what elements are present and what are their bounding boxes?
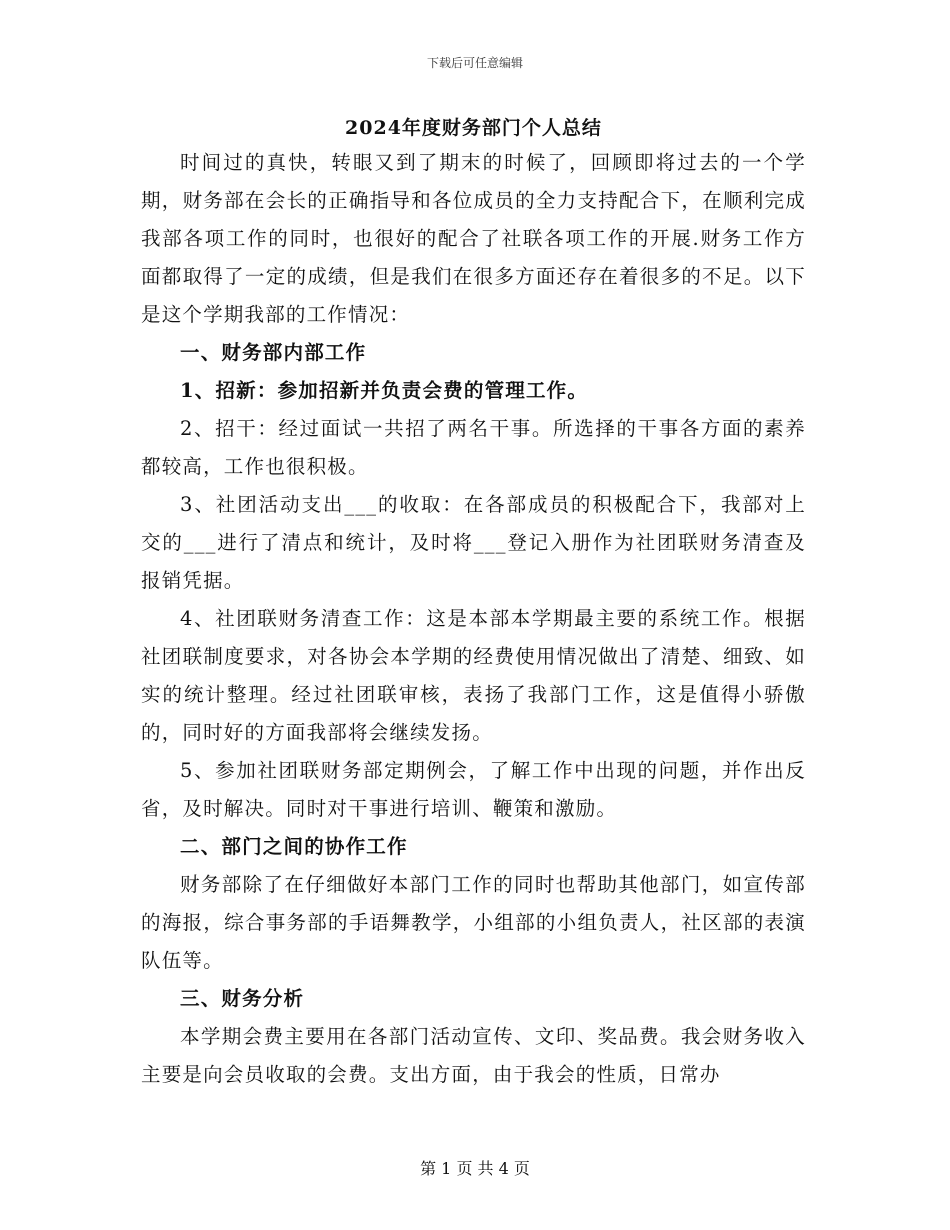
item-finance-audit: 4、社团联财务清查工作：这是本部本学期最主要的系统工作。根据社团联制度要求，对各协会本学期的经费使用情况做出了清楚、细致、如实的统计整理。经过社团联审核，表扬了我部门工作，这是值得小骄傲的，同时好的方面我部将会继续发扬。 [141, 607, 806, 744]
document-title: 2024年度财务部门个人总结 [345, 117, 602, 139]
item-recruitment: 1、招新：参加招新并负责会费的管理工作。 [180, 379, 589, 402]
section-heading-collaboration: 二、部门之间的协作工作 [180, 835, 408, 858]
item-staff-recruitment: 2、招干：经过面试一共招了两名干事。所选择的干事各方面的素养都较高，工作也很积极。 [141, 417, 806, 478]
header-note: 下载后可任意编辑 [426, 56, 523, 70]
item-club-expense-collection: 3、社团活动支出___的收取：在各部成员的积极配合下，我部对上交的___进行了清点和统计，及时将___登记入册作为社团联财务清查及报销凭据。 [141, 493, 806, 592]
paragraph-collaboration: 财务部除了在仔细做好本部门工作的同时也帮助其他部门，如宣传部的海报，综合事务部的手语舞教学，小组部的小组负责人，社区部的表演队伍等。 [141, 873, 806, 972]
paragraph-financial-analysis: 本学期会费主要用在各部门活动宣传、文印、奖品费。我会财务收入主要是向会员收取的会费。支出方面，由于我会的性质，日常办 [141, 1025, 806, 1086]
section-heading-internal-work: 一、财务部内部工作 [180, 341, 367, 364]
section-heading-financial-analysis: 三、财务分析 [180, 987, 305, 1010]
item-regular-meetings: 5、参加社团联财务部定期例会，了解工作中出现的问题，并作出反省，及时解决。同时对干事进行培训、鞭策和激励。 [141, 759, 806, 820]
paragraph-intro: 时间过的真快，转眼又到了期末的时候了，回顾即将过去的一个学期，财务部在会长的正确指导和各位成员的全力支持配合下，在顺利完成我部各项工作的同时，也很好的配合了社联各项工作的开展.财务工作方面都取得了一定的成绩，但是我们在很多方面还存在着很多的不足。以下是这个学期我部的工作情况： [141, 151, 806, 326]
page-number-footer: 第 1 页 共 4 页 [420, 1159, 530, 1178]
document-body [141, 112, 806, 1094]
